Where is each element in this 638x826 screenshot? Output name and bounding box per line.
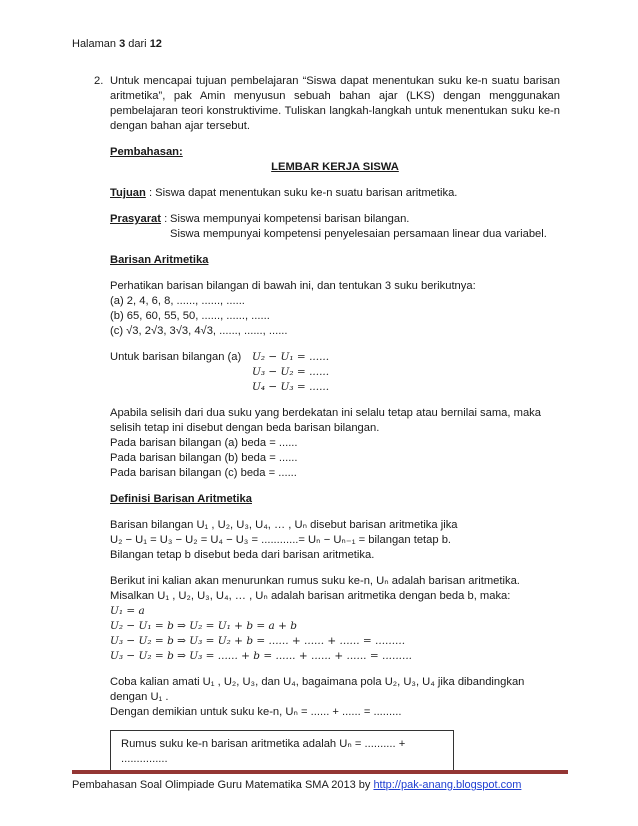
difference-block (110, 350, 560, 395)
beda-a: Pada barisan bilangan (a) beda = ...... (110, 437, 298, 449)
question-text: Untuk mencapai tujuan pembelajaran “Siswa dapat menentukan suku ke-n suatu barisan aritmetika”, pak Amin menyusun sebuah bahan ajar (LKS) dengan menggunakan pembelajaran teori konstruktivime. Tuliskan langkah-langkah untuk menentukan suku ke-n dengan bahan ajar tersebut. (110, 75, 560, 132)
barisan-heading: Barisan Aritmetika (110, 254, 209, 266)
prasyarat-line-1: Siswa mempunyai kompetensi barisan bilangan. (170, 213, 410, 225)
difference-3: U₄ − U₃ = ...... (252, 381, 330, 393)
tujuan-sep: : (145, 187, 153, 199)
prasyarat-row (110, 212, 560, 242)
step-2: U₂ − U₁ = b ⇒ U₂ = U₁ + b = a + b (110, 620, 297, 632)
content (94, 74, 560, 774)
definition-line-1: Barisan bilangan U₁ , U₂, U₃, U₄, … , Uₙ disebut barisan aritmetika jika (110, 519, 458, 531)
footer-text: Pembahasan Soal Olimpiade Guru Matematika SMA 2013 by (72, 779, 374, 791)
definisi-heading: Definisi Barisan Aritmetika (110, 493, 252, 505)
difference-1: U₂ − U₁ = ...... (252, 351, 330, 363)
lks-title: LEMBAR KERJA SISWA (271, 161, 399, 173)
step-4: U₃ − U₂ = b ⇒ U₃ = ...... + b = ...... + ...... + ...... = ......... (110, 650, 413, 662)
tujuan-label: Tujuan (110, 187, 146, 199)
prasyarat-label: Prasyarat (110, 213, 162, 225)
berikut-line-2: Misalkan U₁ , U₂, U₃, U₄, … , Uₙ adalah barisan aritmetika dengan beda b, maka: (110, 590, 511, 602)
formula-text: Rumus suku ke-n barisan aritmetika adalah Uₙ = .......... + ............... (121, 738, 406, 765)
header-page-number: 3 (119, 38, 126, 50)
difference-2: U₃ − U₂ = ...... (252, 366, 330, 378)
sequence-b: (b) 65, 60, 55, 50, ......, ......, ...... (110, 310, 270, 322)
footer-rule (72, 770, 568, 774)
prasyarat-line-2: Siswa mempunyai kompetensi penyelesaian persamaan linear dua variabel. (170, 228, 547, 240)
step-1: U₁ = a (110, 605, 145, 617)
coba-line-1: Coba kalian amati U₁ , U₂, U₃, dan U₄, bagaimana pola U₂, U₃, U₄ jika dibandingkan dengan U₁ . (110, 676, 525, 703)
footer-link[interactable]: http://pak-anang.blogspot.com (373, 779, 522, 791)
question-number: 2. (94, 75, 104, 87)
header-total-pages: 12 (149, 38, 162, 50)
header-mid: dari (128, 38, 147, 50)
coba-line-2: Dengan demikian untuk suku ke-n, Uₙ = ...... + ...... = ......... (110, 706, 402, 718)
berikut-line-1: Berikut ini kalian akan menurunkan rumus suku ke-n, Uₙ adalah barisan aritmetika. (110, 575, 520, 587)
beda-c: Pada barisan bilangan (c) beda = ...... (110, 467, 297, 479)
perhatikan-text: Perhatikan barisan bilangan di bawah ini, dan tentukan 3 suku berikutnya: (110, 280, 476, 292)
pembahasan-heading: Pembahasan: (110, 146, 183, 158)
formula-box (110, 730, 454, 774)
untuk-label: Untuk barisan bilangan (a) (110, 351, 242, 363)
definition-line-3: Bilangan tetap b disebut beda dari barisan aritmetika. (110, 549, 375, 561)
sequence-a: (a) 2, 4, 6, 8, ......, ......, ...... (110, 295, 245, 307)
prasyarat-sep: : (161, 213, 168, 225)
tujuan-text: Siswa dapat menentukan suku ke-n suatu barisan aritmetika. (155, 187, 458, 199)
step-3: U₃ − U₂ = b ⇒ U₃ = U₂ + b = ...... + ...... + ...... = ......... (110, 635, 406, 647)
header-prefix: Halaman (72, 38, 117, 50)
sequence-c: (c) √3, 2√3, 3√3, 4√3, ......, ......, ...... (110, 325, 288, 337)
tujuan-row (110, 186, 560, 201)
apabila-text: Apabila selisih dari dua suku yang berdekatan ini selalu tetap atau bernilai sama, maka selisih tetap ini disebut dengan beda barisan bilangan. (110, 407, 541, 434)
definition-line-2: U₂ − U₁ = U₃ − U₂ = U₄ − U₃ = ............= Uₙ − Uₙ₋₁ = bilangan tetap b. (110, 534, 452, 546)
beda-b: Pada barisan bilangan (b) beda = ...... (110, 452, 298, 464)
page-footer (72, 779, 521, 791)
page-header (72, 38, 162, 50)
